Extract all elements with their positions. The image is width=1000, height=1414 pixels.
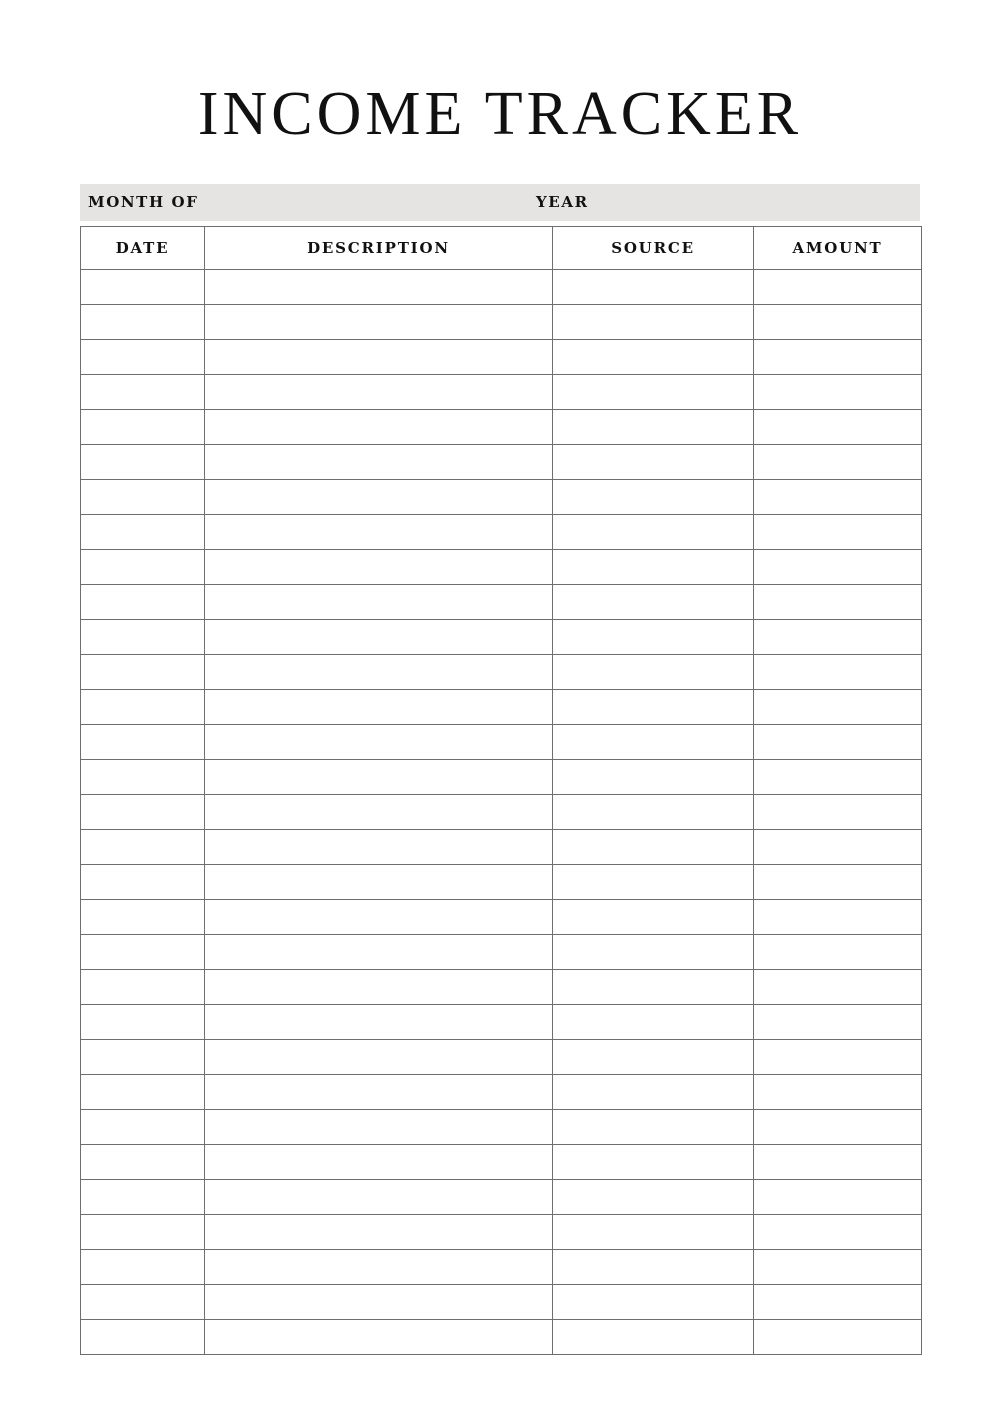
column-header-description: DESCRIPTION — [205, 227, 553, 270]
table-row — [81, 760, 922, 795]
table-row — [81, 865, 922, 900]
amount-cell[interactable] — [754, 900, 922, 935]
date-cell[interactable] — [81, 1040, 205, 1075]
amount-cell[interactable] — [754, 445, 922, 480]
table-row — [81, 1075, 922, 1110]
source-cell[interactable] — [553, 970, 754, 1005]
date-cell[interactable] — [81, 970, 205, 1005]
date-cell[interactable] — [81, 270, 205, 305]
amount-cell[interactable] — [754, 830, 922, 865]
amount-cell[interactable] — [754, 1250, 922, 1285]
description-cell[interactable] — [205, 970, 553, 1005]
table-row — [81, 270, 922, 305]
date-cell[interactable] — [81, 935, 205, 970]
source-cell[interactable] — [553, 1075, 754, 1110]
amount-cell[interactable] — [754, 270, 922, 305]
date-cell[interactable] — [81, 690, 205, 725]
amount-cell[interactable] — [754, 1005, 922, 1040]
description-cell[interactable] — [205, 445, 553, 480]
amount-cell[interactable] — [754, 410, 922, 445]
table-body — [81, 270, 922, 1355]
table-row — [81, 1285, 922, 1320]
date-cell[interactable] — [81, 900, 205, 935]
source-cell[interactable] — [553, 305, 754, 340]
description-cell[interactable] — [205, 620, 553, 655]
amount-cell[interactable] — [754, 375, 922, 410]
date-cell[interactable] — [81, 830, 205, 865]
date-cell[interactable] — [81, 725, 205, 760]
description-cell[interactable] — [205, 1005, 553, 1040]
description-cell[interactable] — [205, 340, 553, 375]
date-cell[interactable] — [81, 620, 205, 655]
table-row — [81, 655, 922, 690]
description-cell[interactable] — [205, 760, 553, 795]
table-row — [81, 515, 922, 550]
description-cell[interactable] — [205, 1215, 553, 1250]
source-cell[interactable] — [553, 1110, 754, 1145]
date-cell[interactable] — [81, 1285, 205, 1320]
table-row — [81, 1180, 922, 1215]
column-header-date: DATE — [81, 227, 205, 270]
date-cell[interactable] — [81, 865, 205, 900]
amount-cell[interactable] — [754, 1145, 922, 1180]
source-cell[interactable] — [553, 865, 754, 900]
date-cell[interactable] — [81, 515, 205, 550]
amount-cell[interactable] — [754, 935, 922, 970]
table-row — [81, 1005, 922, 1040]
description-cell[interactable] — [205, 1145, 553, 1180]
source-cell[interactable] — [553, 550, 754, 585]
description-cell[interactable] — [205, 1285, 553, 1320]
table-row — [81, 375, 922, 410]
source-cell[interactable] — [553, 795, 754, 830]
description-cell[interactable] — [205, 585, 553, 620]
source-cell[interactable] — [553, 760, 754, 795]
amount-cell[interactable] — [754, 1040, 922, 1075]
table-header-row — [81, 227, 922, 270]
amount-cell[interactable] — [754, 690, 922, 725]
date-cell[interactable] — [81, 305, 205, 340]
source-cell[interactable] — [553, 1145, 754, 1180]
amount-cell[interactable] — [754, 1180, 922, 1215]
source-cell[interactable] — [553, 1250, 754, 1285]
source-cell[interactable] — [553, 830, 754, 865]
month-of-label: MONTH OF — [88, 193, 199, 211]
amount-cell[interactable] — [754, 480, 922, 515]
description-cell[interactable] — [205, 1180, 553, 1215]
year-label: YEAR — [536, 193, 589, 211]
date-cell[interactable] — [81, 1075, 205, 1110]
source-cell[interactable] — [553, 1320, 754, 1355]
table-row — [81, 830, 922, 865]
table-row — [81, 1215, 922, 1250]
description-cell[interactable] — [205, 270, 553, 305]
source-cell[interactable] — [553, 1180, 754, 1215]
source-cell[interactable] — [553, 620, 754, 655]
source-cell[interactable] — [553, 1040, 754, 1075]
table-row — [81, 935, 922, 970]
page-title: INCOME TRACKER — [197, 80, 803, 148]
description-cell[interactable] — [205, 935, 553, 970]
amount-cell[interactable] — [754, 1110, 922, 1145]
source-cell[interactable] — [553, 935, 754, 970]
amount-cell[interactable] — [754, 865, 922, 900]
description-cell[interactable] — [205, 1110, 553, 1145]
source-cell[interactable] — [553, 690, 754, 725]
amount-cell[interactable] — [754, 970, 922, 1005]
source-cell[interactable] — [553, 340, 754, 375]
source-cell[interactable] — [553, 1215, 754, 1250]
amount-cell[interactable] — [754, 1285, 922, 1320]
table-row — [81, 445, 922, 480]
source-cell[interactable] — [553, 445, 754, 480]
amount-cell[interactable] — [754, 1320, 922, 1355]
table-row — [81, 1040, 922, 1075]
date-cell[interactable] — [81, 480, 205, 515]
table-row — [81, 690, 922, 725]
column-header-source: SOURCE — [553, 227, 754, 270]
date-cell[interactable] — [81, 1180, 205, 1215]
description-cell[interactable] — [205, 900, 553, 935]
month-year-bar — [80, 184, 920, 221]
table-row — [81, 970, 922, 1005]
amount-cell[interactable] — [754, 550, 922, 585]
source-cell[interactable] — [553, 375, 754, 410]
column-header-amount: AMOUNT — [754, 227, 922, 270]
table-row — [81, 1320, 922, 1355]
source-cell[interactable] — [553, 480, 754, 515]
date-cell[interactable] — [81, 760, 205, 795]
date-cell[interactable] — [81, 1320, 205, 1355]
amount-cell[interactable] — [754, 515, 922, 550]
source-cell[interactable] — [553, 655, 754, 690]
source-cell[interactable] — [553, 515, 754, 550]
description-cell[interactable] — [205, 1040, 553, 1075]
table-row — [81, 340, 922, 375]
date-cell[interactable] — [81, 1215, 205, 1250]
description-cell[interactable] — [205, 1075, 553, 1110]
source-cell[interactable] — [553, 270, 754, 305]
income-table — [80, 226, 922, 1355]
source-cell[interactable] — [553, 410, 754, 445]
date-cell[interactable] — [81, 1250, 205, 1285]
table-row — [81, 900, 922, 935]
description-cell[interactable] — [205, 655, 553, 690]
description-cell[interactable] — [205, 795, 553, 830]
description-cell[interactable] — [205, 410, 553, 445]
table-row — [81, 305, 922, 340]
description-cell[interactable] — [205, 305, 553, 340]
description-cell[interactable] — [205, 725, 553, 760]
description-cell[interactable] — [205, 1320, 553, 1355]
amount-cell[interactable] — [754, 760, 922, 795]
table-row — [81, 480, 922, 515]
amount-cell[interactable] — [754, 725, 922, 760]
description-cell[interactable] — [205, 865, 553, 900]
table-row — [81, 795, 922, 830]
date-cell[interactable] — [81, 550, 205, 585]
amount-cell[interactable] — [754, 1075, 922, 1110]
amount-cell[interactable] — [754, 795, 922, 830]
source-cell[interactable] — [553, 1005, 754, 1040]
amount-cell[interactable] — [754, 620, 922, 655]
description-cell[interactable] — [205, 690, 553, 725]
source-cell[interactable] — [553, 900, 754, 935]
description-cell[interactable] — [205, 1250, 553, 1285]
date-cell[interactable] — [81, 655, 205, 690]
amount-cell[interactable] — [754, 585, 922, 620]
table-row — [81, 410, 922, 445]
source-cell[interactable] — [553, 1285, 754, 1320]
table-row — [81, 550, 922, 585]
source-cell[interactable] — [553, 725, 754, 760]
date-cell[interactable] — [81, 445, 205, 480]
table-row — [81, 1250, 922, 1285]
description-cell[interactable] — [205, 515, 553, 550]
table-row — [81, 725, 922, 760]
date-cell[interactable] — [81, 1110, 205, 1145]
date-cell[interactable] — [81, 340, 205, 375]
table-row — [81, 620, 922, 655]
date-cell[interactable] — [81, 585, 205, 620]
description-cell[interactable] — [205, 480, 553, 515]
table-row — [81, 1110, 922, 1145]
amount-cell[interactable] — [754, 1215, 922, 1250]
amount-cell[interactable] — [754, 655, 922, 690]
amount-cell[interactable] — [754, 305, 922, 340]
table-row — [81, 585, 922, 620]
description-cell[interactable] — [205, 550, 553, 585]
date-cell[interactable] — [81, 410, 205, 445]
description-cell[interactable] — [205, 375, 553, 410]
table-row — [81, 1145, 922, 1180]
date-cell[interactable] — [81, 375, 205, 410]
description-cell[interactable] — [205, 830, 553, 865]
amount-cell[interactable] — [754, 340, 922, 375]
source-cell[interactable] — [553, 585, 754, 620]
date-cell[interactable] — [81, 1005, 205, 1040]
date-cell[interactable] — [81, 795, 205, 830]
date-cell[interactable] — [81, 1145, 205, 1180]
